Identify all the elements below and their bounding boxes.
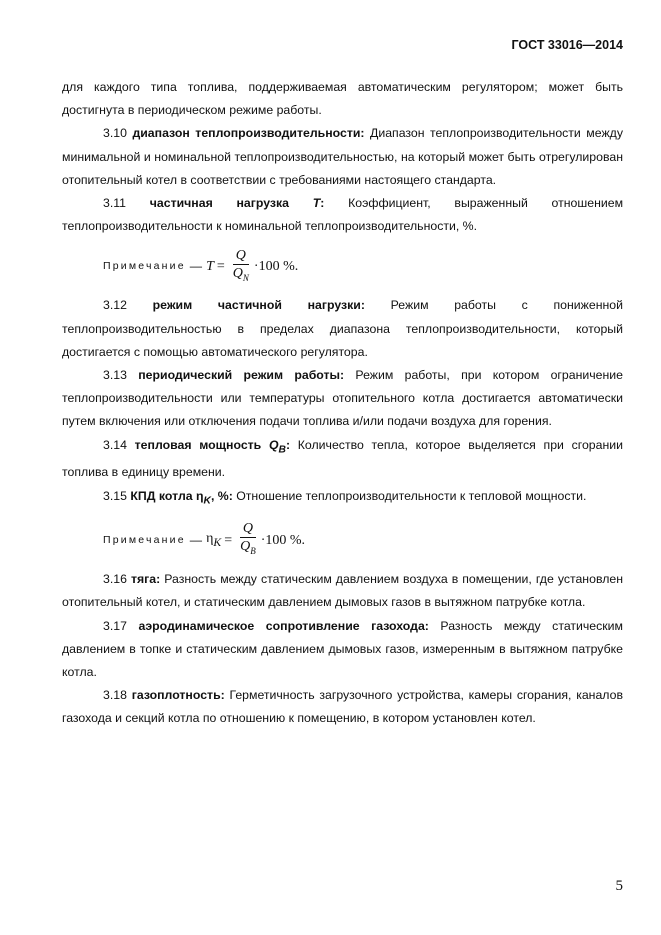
term: тяга: (130, 572, 161, 587)
definition-text: Разность между статическим давлением воздуха в помещении, где установлен отопительный котел, и статическим давлением дымовых газов в вытяжном патрубке котла. (62, 572, 623, 610)
definition-text: Режим работы с пониженной теплопроизводительностью в пределах диапазона теплопроизводительности, который достигается с помощью автоматического регулятора. (62, 298, 623, 359)
definition-3-12 (62, 294, 623, 364)
section-number: 3.13 (103, 368, 127, 383)
definition-text: Герметичность загрузочного устройства, камеры сгорания, каналов газохода и секций котла по отношению к помещению, в котором установлен котел. (62, 688, 623, 726)
fraction-numerator: Q (233, 247, 249, 265)
definition-text: Диапазон теплопроизводительности между минимальной и номинальной теплопроизводительностью, на который может быть отрегулирован отопительный котел в соответствии с требованиями настоящего стандарта. (62, 126, 624, 187)
definition-3-10 (62, 122, 623, 192)
note-3-11 (103, 244, 623, 288)
section-number: 3.18 (103, 688, 127, 703)
section-number: 3.14 (103, 437, 127, 452)
term: периодический режим работы: (138, 368, 345, 383)
definition-3-15 (62, 485, 623, 513)
fraction-numerator: Q (240, 520, 256, 538)
formula-equals: = (224, 532, 233, 548)
formula-lhs: T (206, 258, 214, 274)
definition-3-13 (62, 364, 623, 434)
formula-fraction (237, 520, 259, 560)
section-number: 3.17 (103, 618, 127, 633)
term: газоплотность: (131, 688, 225, 703)
formula-multiplier: ·100 % (253, 258, 295, 274)
document-body (62, 76, 623, 731)
term: режим частичной нагрузки: (152, 298, 365, 313)
term: тепловая мощность $Q_B$: (134, 437, 291, 456)
fraction-denominator: $Q_N$ (232, 265, 249, 283)
note-label: Примечание (103, 533, 186, 546)
definition-3-11 (62, 192, 623, 238)
formula-efficiency: $\eta_K$ = $\frac{Q}{Q_B}$ ·100 % . (206, 520, 305, 560)
formula-multiplier: ·100 % (260, 532, 302, 548)
term: частичная нагрузка T: (149, 196, 325, 211)
definition-text: Количество тепла, которое выделяется при сгорании топлива в единицу времени. (62, 437, 624, 480)
section-number: 3.15 (103, 488, 127, 503)
fraction-denominator: $Q_B$ (240, 539, 256, 557)
definition-3-17 (62, 615, 623, 685)
formula-partial-load: T = $\frac{Q}{Q_N}$ ·100 % . (206, 247, 298, 287)
symbol: Q (268, 437, 279, 452)
note-label: Примечание (103, 259, 186, 272)
definition-3-18 (62, 684, 623, 730)
formula-equals: = (216, 258, 225, 274)
section-number: 3.12 (103, 298, 127, 313)
definition-3-14 (62, 434, 623, 485)
term: диапазон теплопроизводительности: (132, 126, 365, 141)
definition-3-16 (62, 568, 623, 614)
paragraph-continuation: для каждого типа топлива, поддерживаемая автоматическим регулятором; может быть достигнута в периодическом режиме работы. (62, 80, 623, 118)
note-dash: — (189, 258, 203, 273)
definition-text: Режим работы, при котором ограничение теплопроизводительности или температуры отопительного котла достигается автоматически путем включения или отключения подачи топлива и/или подачи воздуха для горения. (62, 368, 624, 429)
definition-text: Отношение теплопроизводительности к тепловой мощности. (232, 488, 587, 503)
symbol: η (196, 488, 204, 503)
definition-text: Коэффициент, выраженный отношением теплопроизводительности к номинальной теплопроизводительности, %. (62, 196, 624, 234)
section-number: 3.10 (103, 126, 127, 141)
section-number: 3.16 (103, 572, 127, 587)
term: КПД котла $\eta_K$, %: (130, 488, 233, 506)
formula-fraction (230, 247, 252, 287)
term: аэродинамическое сопротивление газохода: (138, 618, 429, 633)
page-number: 5 (615, 878, 623, 894)
section-number: 3.11 (103, 196, 127, 211)
note-dash: — (189, 532, 203, 547)
definition-text: Разность между статическим давлением в топке и статическим давлением дымовых газов, измеренным в вытяжном патрубке котла. (62, 618, 623, 679)
formula-lhs: $\eta_K$ (206, 530, 222, 549)
document-header: ГОСТ 33016—2014 (511, 38, 623, 52)
symbol: T (312, 196, 321, 211)
note-3-15 (103, 518, 623, 562)
